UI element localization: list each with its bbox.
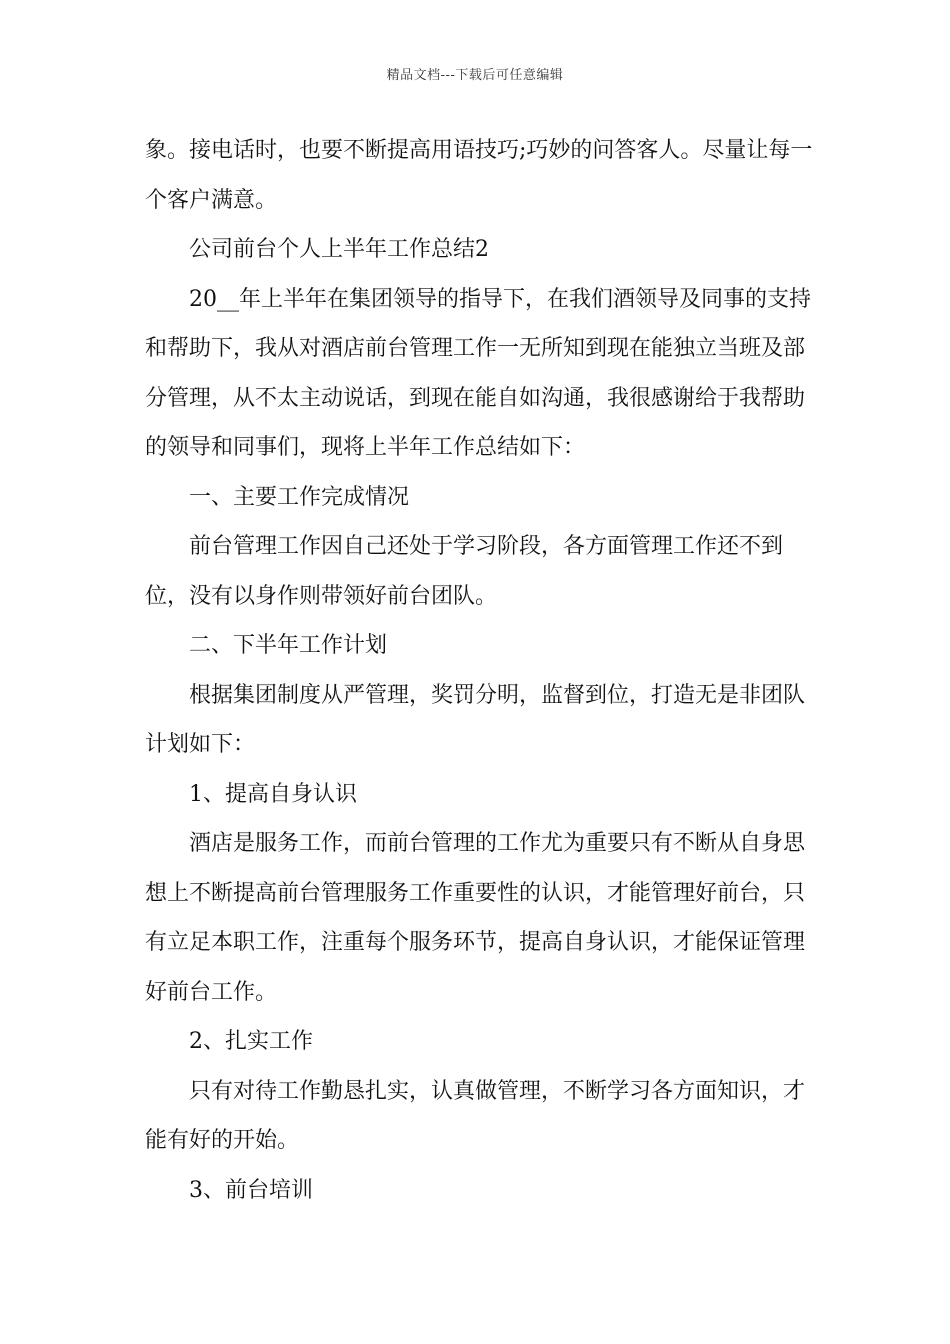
paragraph: 前台管理工作因自己还处于学习阶段，各方面管理工作还不到位，没有以身作则带领好前台团队。	[145, 534, 784, 609]
section-heading: 二、下半年工作计划	[189, 633, 388, 658]
paragraph: 根据集团制度从严管理，奖罚分明，监督到位，打造无是非团队计划如下：	[145, 682, 806, 757]
section-heading: 一、主要工作完成情况	[189, 484, 410, 510]
page-header: 精品文档---下载后可任意编辑	[386, 68, 564, 83]
subsection-heading: 3、前台培训	[189, 1177, 313, 1203]
paragraph: 只有对待工作勤恳扎实，认真做管理，不断学习各方面知识，才能有好的开始。	[145, 1078, 806, 1153]
subsection-heading: 2、扎实工作	[189, 1029, 313, 1054]
paragraph: 象。接电话时，也要不断提高用语技巧;巧妙的问答客人。尽量让每一个客户满意。	[145, 138, 813, 213]
subsection-heading: 1、提高自身认识	[189, 781, 357, 807]
paragraph: 酒店是服务工作，而前台管理的工作尤为重要只有不断从自身思想上不断提高前台管理服务工作重要性的认识，才能管理好前台，只有立足本职工作，注重每个服务环节，提高自身认识，才能保证管理好前台工作。	[145, 831, 806, 1005]
section-title: 公司前台个人上半年工作总结2	[189, 237, 489, 262]
document-body	[145, 126, 825, 1215]
paragraph: 20__年上半年在集团领导的指导下，在我们酒领导及同事的支持和帮助下，我从对酒店前台管理工作一无所知到现在能独立当班及部分管理，从不太主动说话，到现在能自如沟通，我很感谢给于我帮助的领导和同事们，现将上半年工作总结如下：	[145, 286, 811, 460]
